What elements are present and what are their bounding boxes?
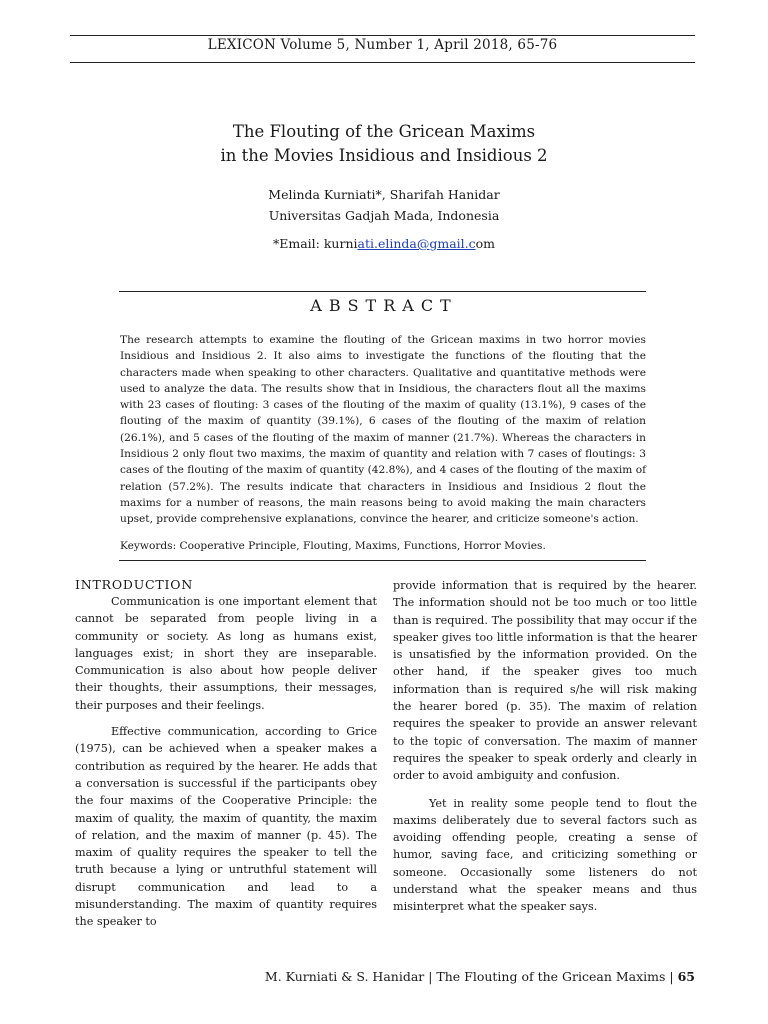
paper-title <box>0 120 768 168</box>
email-prefix: *Email: kurni <box>272 236 358 251</box>
abstract-text: The research attempts to examine the flouting of the Gricean maxims in two horror movies Insidious and Insidious 2. It also aims to investigate the functions of the flouting that the characters made when speaking to other characters. Qualitative and quantitative methods were used to analyze the data. The results show that in Insidious, the characters flout all the maxims with 23 cases of flouting: 3 cases of the flouting of the maxim of quality (13.1%), 9 cases of the flouting of the maxim of quantity (39.1%), 6 cases of the flouting of the maxim of relation (26.1%), and 5 cases of the flouting of the maxim of manner (21.7%). Whereas the characters in Insidious 2 only flout two maxims, the maxim of quantity and relation with 7 cases of floutings: 3 cases of the flouting of the maxim of quantity (42.8%), and 4 cases of the flouting of the maxim of relation (57.2%). The results indicate that characters in Insidious and Insidious 2 flout the maxims for a number of reasons, the main reasons being to avoid making the main characters upset, provide comprehensive explanations, convince the hearer, and criticize someone's action. <box>120 334 646 526</box>
abstract-rule-bottom <box>119 560 646 561</box>
paragraph: provide information that is required by the hearer. The information should not be too much or too little than is required. The possibility that may occur if the speaker gives too little information is that the hearer is unsatisfied by the information provided. On the other hand, if the speaker gives too much information than is required s/he will risk making the hearer bored (p. 35). The maxim of relation requires the speaker to provide an answer relevant to the topic of conversation. The maxim of manner requires the speaker to speak orderly and clearly in order to avoid ambiguity and confusion. <box>393 579 697 783</box>
author-block <box>0 184 768 226</box>
paragraph: Effective communication, according to Grice (1975), can be achieved when a speaker makes a contribution as required by the hearer. He adds that a conversation is successful if the participants obey the four maxims of the Cooperative Principle: the maxim of quality, the maxim of quantity, the maxim of relation, and the maxim of manner (p. 45). The maxim of quality requires the speaker to tell the truth because a lying or untruthful statement will disrupt communication and lead to a misunderstanding. The maxim of quantity requires the speaker to <box>75 725 377 929</box>
paragraph: Communication is one important element that cannot be separated from people living in a community or society. As long as humans exist, languages exist; in short they are inseparable. Communication is also about how people deliver their thoughts, their assumptions, their messages, their purposes and their feelings. <box>75 595 377 712</box>
authors: Melinda Kurniati*, Sharifah Hanidar <box>268 187 500 202</box>
email-line <box>0 236 768 251</box>
running-head: LEXICON Volume 5, Number 1, April 2018, 65-76 <box>207 37 558 53</box>
paragraph: Yet in reality some people tend to flout the maxims deliberately due to several factors such as avoiding offending people, creating a sense of humor, saving face, and criticizing something or someone. Occasionally some listeners do not understand what the speaker means and thus misinterpret what the speaker says. <box>393 796 697 914</box>
title-line-1: The Flouting of the Gricean Maxims <box>232 122 536 141</box>
title-line-2: in the Movies Insidious and Insidious 2 <box>220 146 548 165</box>
abstract-rule-top <box>119 291 646 292</box>
section-heading-introduction: INTRODUCTION <box>75 577 194 592</box>
abstract-heading: ABSTRACT <box>310 296 458 315</box>
page-number: 65 <box>677 969 695 984</box>
left-column <box>75 577 377 931</box>
email-link[interactable]: ati.elinda@gmail.c <box>357 236 476 251</box>
header-rule-bottom <box>70 62 695 63</box>
keywords: Keywords: Cooperative Principle, Flouting, Maxims, Functions, Horror Movies. <box>120 540 546 552</box>
email-suffix: om <box>475 236 496 251</box>
right-column <box>393 577 697 916</box>
footer-text: M. Kurniati & S. Hanidar | The Flouting of the Gricean Maxims | <box>264 969 678 984</box>
header-rule-top <box>70 35 695 36</box>
page-footer <box>265 969 695 984</box>
affiliation: Universitas Gadjah Mada, Indonesia <box>268 208 500 223</box>
